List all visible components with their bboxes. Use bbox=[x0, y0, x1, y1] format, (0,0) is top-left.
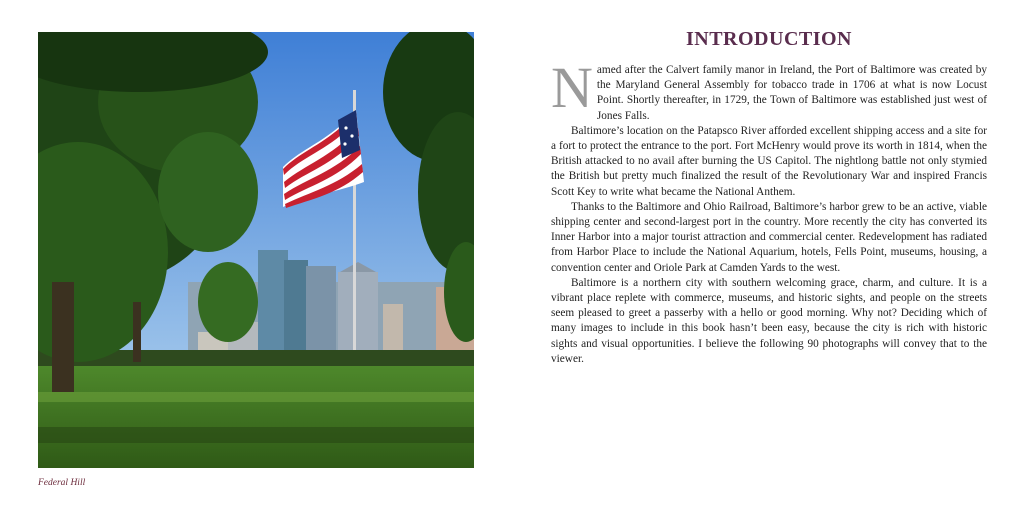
paragraph-4: Baltimore is a northern city with southern welcoming grace, charm, and culture. It is a vibrant place replete with commerce, museums, and historic sights, and people on the streets seem pleased to greet a passerby with a hello or good morning. Why not? Deciding which of many images to include in this book hasn’t been easy, because the city is rich with historic sights and visual opportunities. I believe the following 90 photographs will convey that to the viewer. bbox=[551, 276, 987, 365]
introduction-page bbox=[551, 28, 987, 367]
photo-caption: Federal Hill bbox=[38, 478, 86, 488]
page-title: INTRODUCTION bbox=[685, 28, 853, 50]
lawn bbox=[38, 362, 474, 468]
body-text bbox=[551, 55, 987, 367]
paragraph-3: Thanks to the Baltimore and Ohio Railroad, Baltimore’s harbor grew to be an active, viable shipping center and second-largest port in the country. More recently the city has converted its Inner Harbor into a major tourist attraction and commercial center. Redevelopment has radiated from Harbor Place to include the National Aquarium, hotels, Fells Point, museums, housing, a convention center and Oriole Park at Camden Yards to the west. bbox=[551, 200, 987, 274]
federal-hill-photo bbox=[38, 32, 474, 468]
drop-cap: N bbox=[551, 55, 593, 120]
paragraph-2: Baltimore’s location on the Patapsco River afforded excellent shipping access and a site for a fort to protect the entrance to the port. Fort McHenry would prove its worth in 1814, when the British attacked to no avail after burning the US Capitol. The nightlong battle not only stymied the British but pretty much finalized the result of the Revolutionary War and inspired Francis Scott Key to write what became the National Anthem. bbox=[551, 124, 987, 198]
paragraph-1: amed after the Calvert family manor in Ireland, the Port of Baltimore was created by the Maryland General Assembly for tobacco trade in 1706 at what is now Locust Point. Shortly thereafter, in 1729, the Town of Baltimore was established just west of Jones Falls. bbox=[596, 64, 987, 122]
